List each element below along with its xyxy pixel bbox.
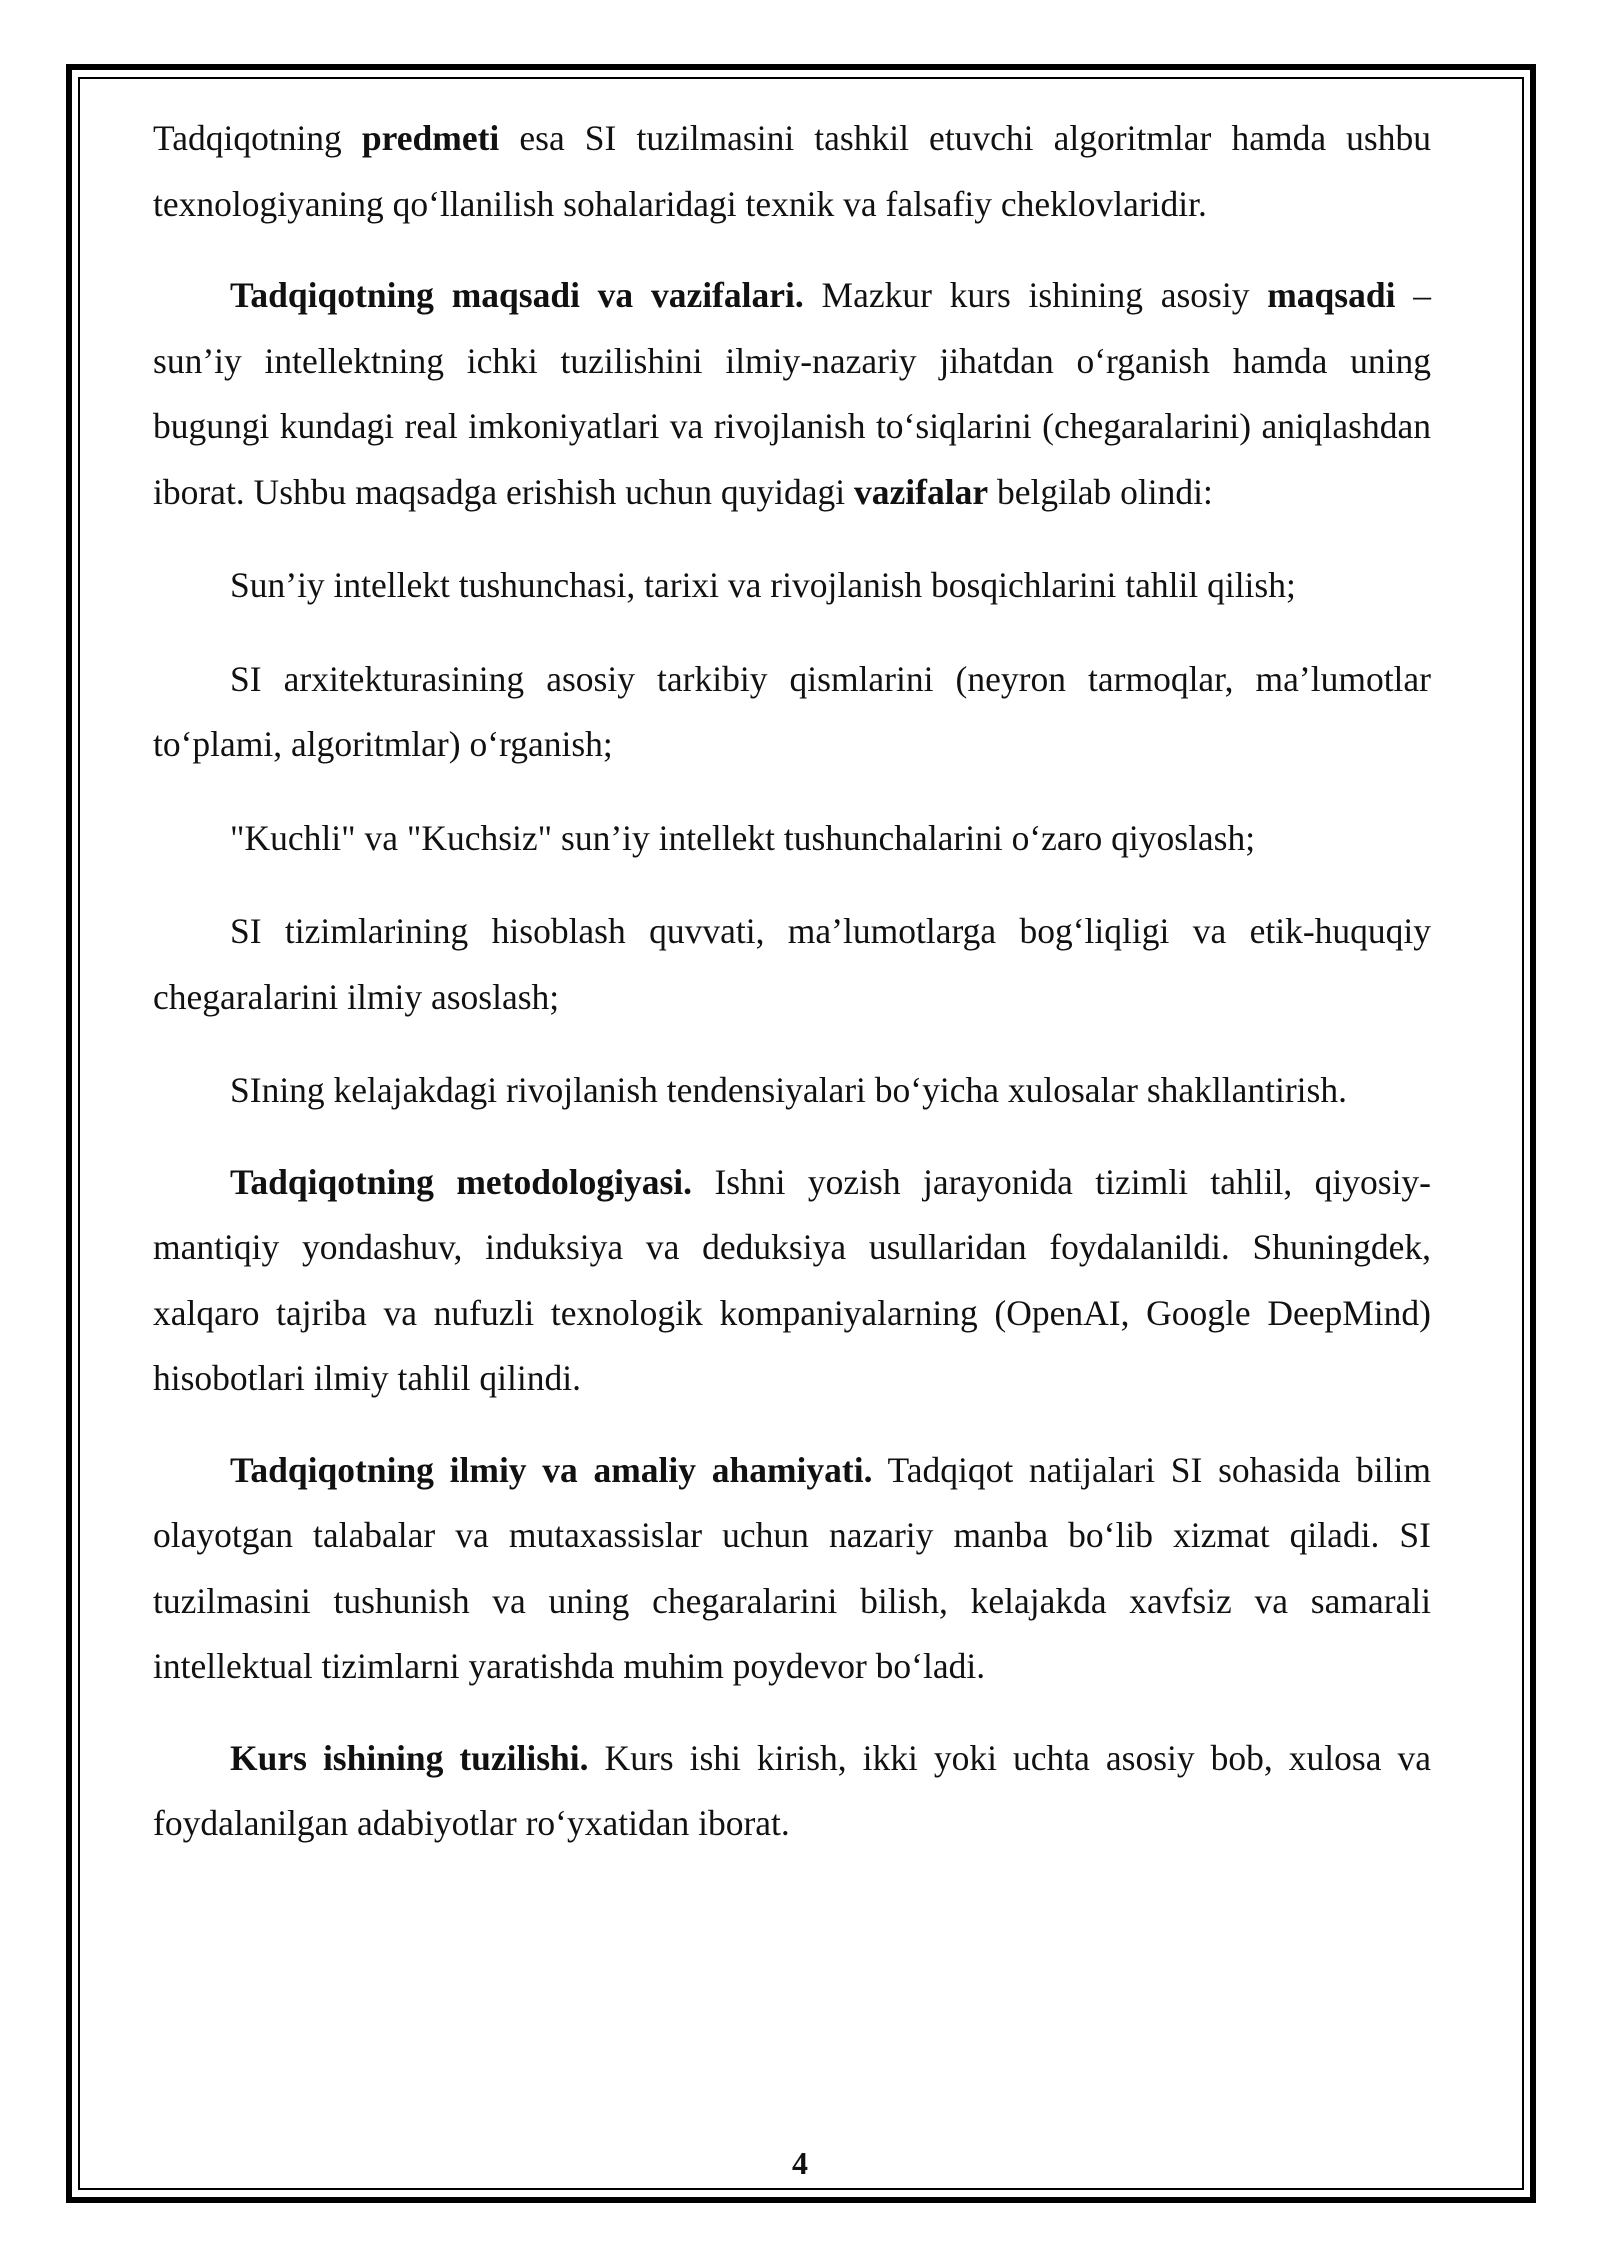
- term-maqsadi: maqsadi: [1267, 275, 1396, 315]
- heading-methodology: Tadqiqotning metodologiyasi.: [230, 1161, 693, 1202]
- paragraph-goals: Tadqiqotning maqsadi va vazifalari. Mazkur kurs ishining asosiy maqsadi – sun’iy intellektning ichki tuzilishini ilmiy-nazariy jihatdan o‘rganish hamda uning bugungi kundagi real imkoniyatlari va rivojlanish to‘siqlarini (chegaralarini) aniqlashdan iborat. Ushbu maqsadga erishish uchun quyidagi vazifalar belgilab olindi:: [153, 275, 1431, 512]
- document-body: [153, 106, 1431, 1857]
- term-vazifalar: vazifalar: [854, 471, 989, 512]
- paragraph-structure: Kurs ishining tuzilishi. Kurs ishi kirish, ikki yoki uchta asosiy bob, xulosa va foydalanilgan adabiyotlar ro‘yxatidan iborat.: [153, 1737, 1431, 1843]
- task-item: SIning kelajakdagi rivojlanish tendensiyalari bo‘yicha xulosalar shakllantirish.: [230, 1070, 1347, 1110]
- task-item: "Kuchli" va "Kuchsiz" sun’iy intellekt tushunchalarini o‘zaro qiyoslash;: [230, 817, 1256, 858]
- task-item: SI arxitekturasining asosiy tarkibiy qismlarini (neyron tarmoqlar, ma’lumotlar to‘plami, algoritmlar) o‘rganish;: [153, 658, 1431, 764]
- page-number: 4: [792, 2145, 808, 2181]
- heading-structure: Kurs ishining tuzilishi.: [230, 1737, 589, 1778]
- heading-goals: Tadqiqotning maqsadi va vazifalari.: [230, 275, 804, 315]
- paragraph-significance: Tadqiqotning ilmiy va amaliy ahamiyati. Tadqiqot natijalari SI sohasida bilim olayotgan talabalar va mutaxassislar uchun nazariy manba bo‘lib xizmat qiladi. SI tuzilmasini tushunish va uning chegaralarini bilish, kelajakda xavfsiz va samarali intellektual tizimlarni yaratishda muhim poydevor bo‘ladi.: [153, 1449, 1431, 1686]
- paragraph-subject: Tadqiqotning predmeti esa SI tuzilmasini tashkil etuvchi algoritmlar hamda ushbu texnologiyaning qo‘llanilish sohalaridagi texnik va falsafiy cheklovlaridir.: [153, 118, 1431, 224]
- heading-significance: Tadqiqotning ilmiy va amaliy ahamiyati.: [230, 1449, 873, 1490]
- paragraph-methodology: Tadqiqotning metodologiyasi. Ishni yozish jarayonida tizimli tahlil, qiyosiy-mantiqiy yondashuv, induksiya va deduksiya usullaridan foydalanildi. Shuningdek, xalqaro tajriba va nufuzli texnologik kompaniyalarning (OpenAI, Google DeepMind) hisobotlari ilmiy tahlil qilindi.: [153, 1161, 1432, 1398]
- task-item: Sun’iy intellekt tushunchasi, tarixi va rivojlanish bosqichlarini tahlil qilish;: [230, 565, 1296, 605]
- term-predmeti: predmeti: [361, 118, 500, 158]
- task-item: SI tizimlarining hisoblash quvvati, ma’lumotlarga bog‘liqligi va etik-huquqiy chegaralarini ilmiy asoslash;: [153, 911, 1431, 1017]
